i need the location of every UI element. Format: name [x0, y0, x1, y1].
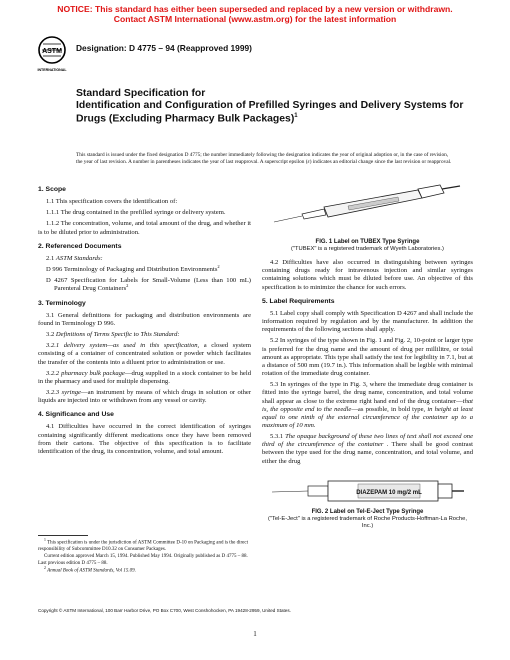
tel-e-ject-syringe-drawing: [268, 472, 468, 506]
para-1-1-1: 1.1.1 The drug contained in the prefilled syringe or delivery system.: [46, 209, 226, 217]
copyright: Copyright © ASTM International, 100 Barr Harbor Drive, PO Box C700, West Conshohocken, PA 19428-2959, United States.: [38, 608, 291, 613]
designation: Designation: D 4775 – 94 (Reapproved 1999): [76, 43, 252, 53]
title-line-2: [76, 100, 476, 126]
figure-2: [262, 472, 473, 530]
fig1-caption: FIG. 1 Label on TUBEX Type Syringe: [315, 239, 420, 246]
para-5-3: 5.3 In syringes of the type in Fig. 3, where the immediate drug container is fitted into the syringe barrel, the drug name, concentration, and total volume shall appear as close to the extreme right hand end of the drug container—that is, the opposite end to the needle—as possible, in bold type, in height at least equal to one ninth of the external circumference of the container up to a maximum of 10 mm.: [262, 381, 473, 429]
syringe-label-text: DIAZEPAM 10 mg/2 mL: [355, 489, 422, 496]
para-5-2: 5.2 In syringes of the type shown in Fig. 1 and Fig. 2, 10-point or larger type is preferred for the drug name and the amount of drug per millilitre, or total amount as appropriate. This type shall satisfy the test for legibility in 7.1, but at a distance of 500 mm (19.7 in.). This information shall be legible with minimal rotation of the immediate drug container.: [262, 337, 473, 378]
tubex-syringe-drawing: [268, 184, 468, 236]
para-3-2-3: 3.2.3 syringe—an instrument by means of which drugs in solution or other liquids are injected into or withdrawn from any vessel or cavity.: [38, 388, 252, 405]
logo-subtext: INTERNATIONAL: [37, 68, 67, 72]
para-3-2-2: 3.2.2 pharmacy bulk package—drug supplied in a stock container to be held in the pharmacy and used for multiple dispensing.: [38, 369, 251, 385]
footnotes: [38, 535, 251, 576]
standard-note: This standard is issued under the fixed designation D 4775; the number immediately following the designation indicates the year of original adoption or, in the case of revision, the year of last revision. A number in parentheses indicates the year of last reapproval. A superscript epsilon (ε) indicates an editorial change since the last revision or reapproval.: [76, 152, 452, 165]
right-column: [262, 184, 473, 536]
significance-heading: 4. Significance and Use: [38, 411, 114, 419]
label-heading: 5. Label Requirements: [262, 297, 335, 305]
ref-d996: D 996 Terminology of Packaging and Distribution Environments$^2$: [46, 263, 220, 274]
page-number: 1: [253, 630, 257, 638]
notice-line-2: Contact ASTM International (www.astm.org) for the latest information: [113, 14, 397, 24]
notice-line-1: NOTICE: This standard has either been superseded and replaced by a new version or withdrawn.: [57, 4, 453, 14]
para-1-1-2: 1.1.2 The concentration, volume, and total amount of the drug, and whether it is to be diluted prior to administration.: [38, 220, 251, 236]
title-footnote-mark: 1: [294, 113, 298, 120]
fig1-note: ("TUBEX" is a registered trademark of Wyeth Laboratories.): [291, 246, 444, 253]
astm-logo: [37, 34, 67, 74]
para-4-2: 4.2 Difficulties have also occurred in distinguishing between syringes containing drugs ready for intravenous injection and similar syringes containing solutions which must be diluted before use. An objective of this specification is to minimize the chance for such errors.: [262, 259, 473, 291]
footnote-1: $^1$ This specification is under the jurisdiction of ASTM Committee D-10 on Packaging and is the direct responsibility of Subcommittee D10.32 on Consumer Packages.: [38, 538, 249, 552]
footnote-1b: Current edition approved March 15, 1994. Published May 1994. Originally published as D 4775 – 88. Last previous edition D 4775 – 88.: [38, 554, 248, 566]
document-title: [76, 88, 476, 125]
title-text: Identification and Configuration of Prefilled Syringes and Delivery Systems for Drugs (Excluding Pharmacy Bulk Packages): [76, 99, 464, 125]
para-5-3-1: 5.3.1 The opaque background of these two lines of text shall not exceed one third of the circumference of the container . There shall be good contrast between the type used for the drug name, concentration, and total volume, and either the drug: [262, 433, 473, 465]
para-3-2-1: 3.2.1 delivery system—as used in this specification, a closed system consisting of a container of concentrated solution or powder which facilitates the transfer of the contents into a diluent prior to administration or use.: [38, 342, 251, 366]
logo-text: ASTM: [42, 48, 62, 55]
fig2-caption: FIG. 2 Label on Tel-E-Ject Type Syringe: [311, 508, 424, 515]
ref-d4267: D 4267 Specification for Labels for Small-Volume (Less than 100 mL) Parenteral Drug Containers$^2$: [46, 277, 251, 293]
title-line-1: Standard Specification for: [76, 88, 206, 99]
left-column: [38, 186, 251, 459]
para-3-2: 3.2 Definitions of Terms Specific to This Standard:: [46, 331, 180, 339]
referenced-heading: 2. Referenced Documents: [38, 242, 122, 250]
para-4-1: 4.1 Difficulties have occurred in the correct identification of syringes containing significantly different medications once they have been removed from their cartons. The objective of this specification is to facilitate identification of the drug, its concentration, volume, and total amount.: [38, 423, 251, 455]
figure-1: [262, 184, 473, 253]
para-5-1: 5.1 Label copy shall comply with Specification D 4267 and shall include the information required by regulation and by the manufacturer. In addition the requirements of the following sections shall apply.: [262, 309, 473, 334]
para-2-1: 2.1 ASTM Standards:: [46, 254, 103, 262]
footnote-rule: [38, 535, 88, 536]
para-1-1: 1.1 This specification covers the identification of:: [46, 198, 178, 206]
para-3-1: 3.1 General definitions for packaging and distribution environments are found in Terminology D 996.: [38, 311, 251, 327]
notice-banner: [0, 4, 510, 24]
scope-heading: 1. Scope: [38, 186, 66, 193]
fig2-note: ("Tel-E-Ject" is a registered trademark of Roche Products-Hoffman-La Roche, Inc.): [268, 515, 467, 529]
footnote-2: $^2$ Annual Book of ASTM Standards, Vol 15.09.: [44, 565, 136, 574]
terminology-heading: 3. Terminology: [38, 299, 86, 307]
